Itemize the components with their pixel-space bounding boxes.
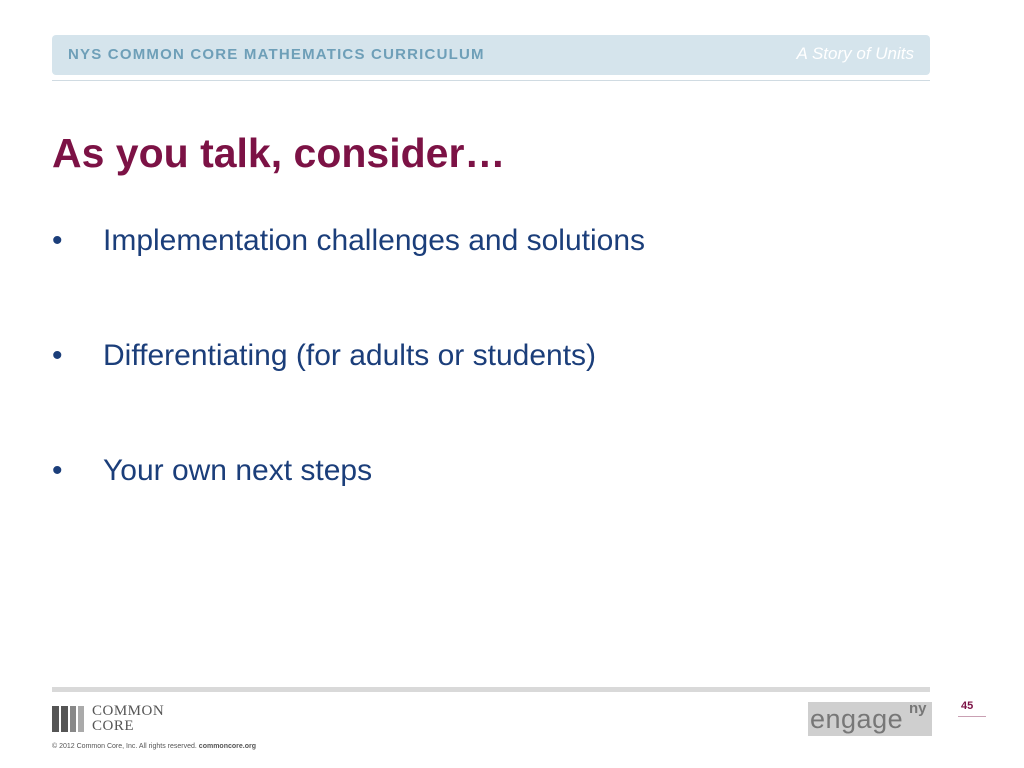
copyright-text <box>52 743 256 750</box>
bullet-icon: • <box>52 339 63 372</box>
footer-divider <box>52 687 930 692</box>
engage-ny-superscript: ny <box>909 700 927 717</box>
page-number-underline <box>958 716 986 717</box>
common-core-bars-icon <box>52 704 86 734</box>
page-number: 45 <box>961 700 974 712</box>
bullet-text: Your own next steps <box>103 454 373 487</box>
common-core-wordmark <box>92 704 164 734</box>
bullet-icon: • <box>52 454 63 487</box>
bullet-text: Differentiating (for adults or students) <box>103 339 597 372</box>
bullet-text: Implementation challenges and solutions <box>103 224 646 257</box>
engage-ny-logo <box>808 702 932 736</box>
story-label: A Story of Units <box>796 44 914 63</box>
header-divider <box>52 80 930 81</box>
slide-title: As you talk, consider… <box>52 130 506 176</box>
copyright-notice: © 2012 Common Core, Inc. All rights reserved. <box>52 743 197 750</box>
bullet-icon: • <box>52 224 63 257</box>
curriculum-label: NYS COMMON CORE MATHEMATICS CURRICULUM <box>68 46 485 63</box>
copyright-link[interactable]: commoncore.org <box>198 743 256 750</box>
logo-line-core: CORE <box>92 718 135 734</box>
engage-word: engage <box>810 704 904 734</box>
logo-line-common: COMMON <box>92 703 165 719</box>
header-bar <box>52 35 930 75</box>
